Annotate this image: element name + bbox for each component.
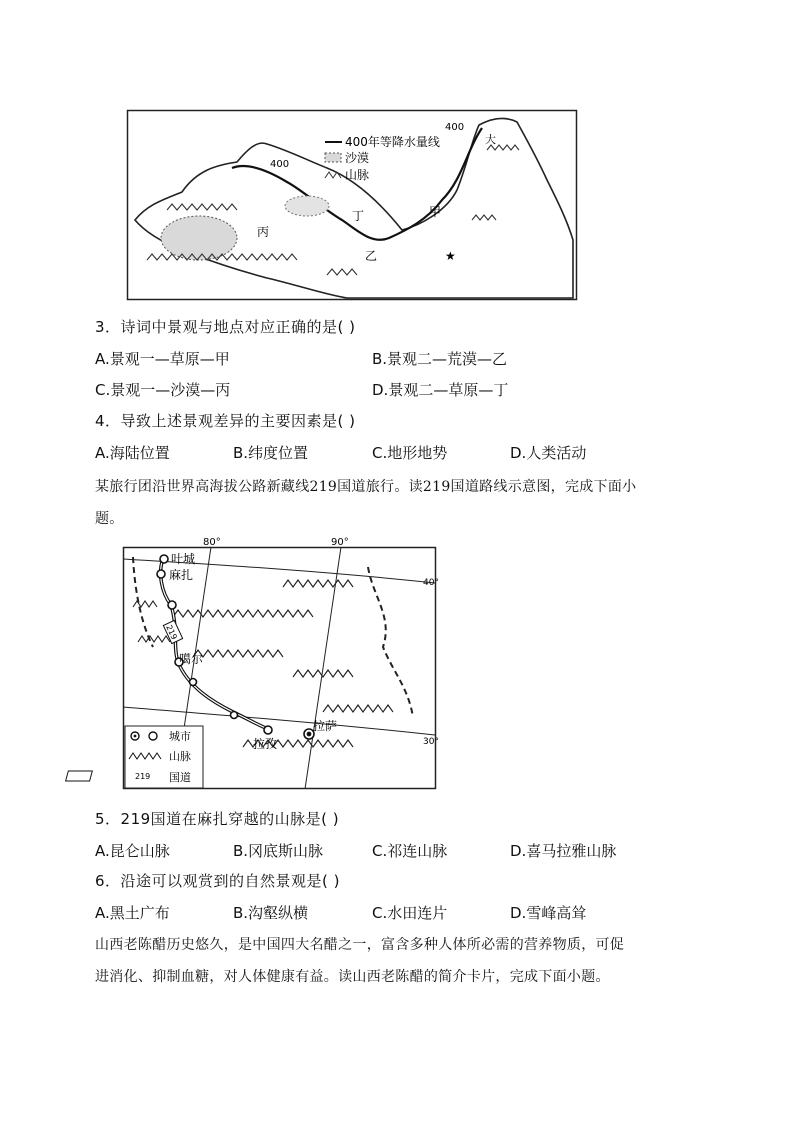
q4-option-c[interactable]: C.地形地势 — [372, 444, 448, 462]
svg-text:城市: 城市 — [169, 730, 191, 743]
intro-vinegar-line2: 进消化、抑制血糖，对人体健康有益。读山西老陈醋的简介卡片，完成下面小题。 — [95, 969, 610, 985]
intro-219-line1: 某旅行团沿世界高海拔公路新藏线219国道旅行。读219国道路线示意图，完成下面小 — [95, 479, 637, 495]
q5-option-a[interactable]: A.昆仑山脉 — [95, 842, 170, 860]
svg-text:乙: 乙 — [365, 249, 378, 263]
q3-option-b[interactable]: B.景观二—荒漠—乙 — [372, 350, 508, 368]
svg-text:丙: 丙 — [257, 225, 270, 239]
china-precipitation-map — [127, 110, 577, 300]
intro-vinegar-line1: 山西老陈醋历史悠久，是中国四大名醋之一，富含多种人体所必需的营养物质，可促 — [95, 937, 625, 953]
question-5-stem: 5．219国道在麻扎穿越的山脉是( ) — [95, 810, 340, 828]
q5-option-d[interactable]: D.喜马拉雅山脉 — [510, 842, 617, 860]
q6-option-a[interactable]: A.黑土广布 — [95, 904, 170, 922]
svg-text:大: 大 — [485, 133, 496, 146]
q4-option-d[interactable]: D.人类活动 — [510, 444, 587, 462]
q6-option-d[interactable]: D.雪峰高耸 — [510, 904, 587, 922]
intro-219-line2: 题。 — [95, 511, 124, 527]
svg-text:80°: 80° — [203, 537, 221, 548]
question-3-stem: 3．诗词中景观与地点对应正确的是( ) — [95, 318, 356, 336]
svg-text:400: 400 — [270, 159, 290, 170]
svg-text:叶城: 叶城 — [171, 552, 196, 566]
svg-text:30°: 30° — [423, 737, 439, 747]
q4-option-a[interactable]: A.海陆位置 — [95, 444, 170, 462]
q6-option-c[interactable]: C.水田连片 — [372, 904, 448, 922]
svg-text:山脉: 山脉 — [169, 750, 191, 763]
svg-text:国道: 国道 — [169, 771, 191, 784]
q6-option-b[interactable]: B.沟壑纵横 — [233, 904, 309, 922]
q4-option-b[interactable]: B.纬度位置 — [233, 444, 309, 462]
svg-text:噶尔: 噶尔 — [179, 652, 204, 666]
svg-text:麻扎: 麻扎 — [169, 568, 194, 582]
q3-option-a[interactable]: A.景观一—草原—甲 — [95, 350, 230, 368]
svg-text:甲: 甲 — [429, 205, 442, 219]
svg-text:拉萨: 拉萨 — [313, 719, 338, 733]
svg-text:219: 219 — [135, 772, 151, 781]
q5-option-b[interactable]: B.冈底斯山脉 — [233, 842, 324, 860]
svg-text:400年等降水量线: 400年等降水量线 — [345, 135, 440, 149]
svg-text:拉孜: 拉孜 — [253, 737, 278, 751]
svg-text:400: 400 — [445, 122, 465, 133]
svg-text:90°: 90° — [331, 537, 349, 548]
svg-text:★: ★ — [445, 249, 456, 263]
svg-text:40°: 40° — [423, 578, 439, 588]
route-219-map — [123, 537, 437, 790]
desert-area-2 — [285, 196, 329, 216]
svg-text:丁: 丁 — [352, 209, 365, 223]
q3-option-d[interactable]: D.景观二—草原—丁 — [372, 381, 509, 399]
question-6-stem: 6．沿途可以观赏到的自然景观是( ) — [95, 872, 341, 890]
desert-area — [161, 216, 237, 260]
svg-text:219: 219 — [164, 623, 179, 642]
svg-text:沙漠: 沙漠 — [345, 151, 370, 165]
q5-option-c[interactable]: C.祁连山脉 — [372, 842, 448, 860]
svg-text:山脉: 山脉 — [345, 168, 370, 182]
question-4-stem: 4．导致上述景观差异的主要因素是( ) — [95, 412, 356, 430]
q3-option-c[interactable]: C.景观一—沙漠—丙 — [95, 381, 231, 399]
map2-legend — [66, 726, 203, 788]
